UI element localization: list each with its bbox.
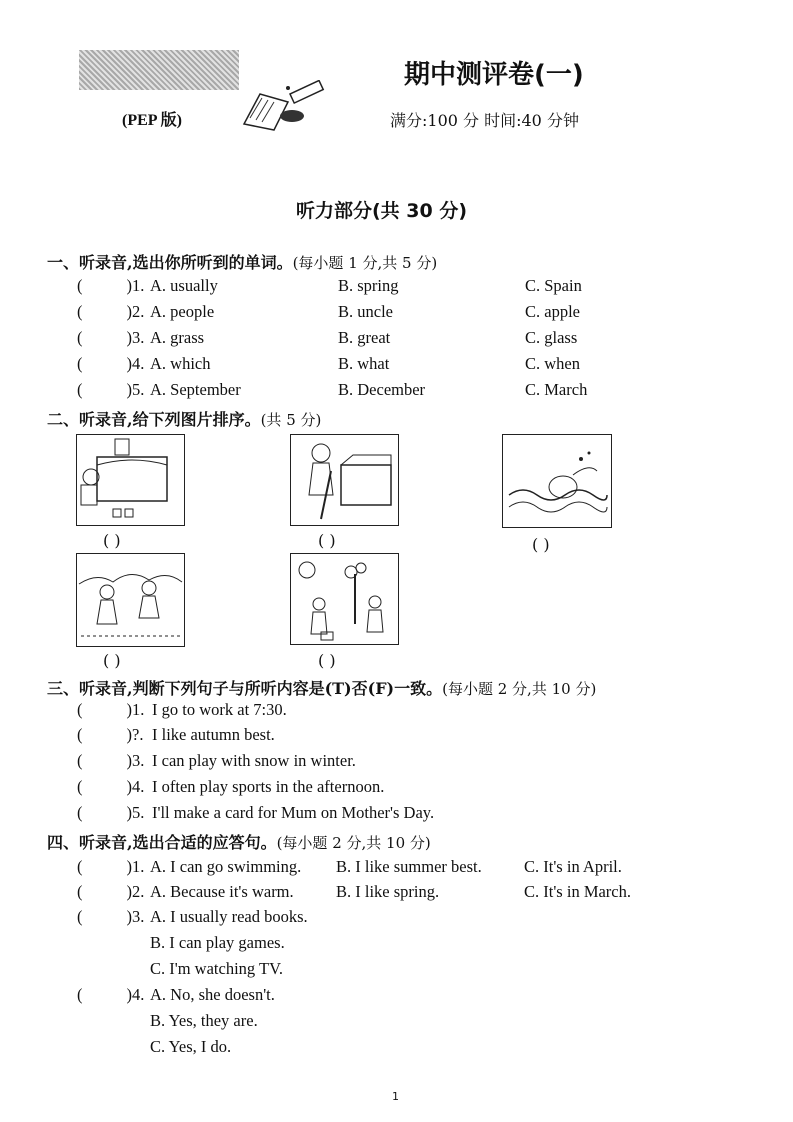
list-item: [77, 907, 144, 927]
item-number: )3.: [126, 907, 145, 926]
open-paren[interactable]: (: [77, 354, 83, 373]
statement-text: I'll make a card for Mum on Mother's Day.: [152, 803, 435, 822]
option-a: A. September: [150, 380, 241, 399]
item-number: )4.: [126, 985, 145, 1004]
option-b: B. December: [338, 380, 426, 399]
open-paren[interactable]: (: [77, 380, 83, 399]
option-c: C. I'm watching TV.: [150, 959, 283, 978]
list-item: [77, 803, 144, 823]
list-item: [77, 276, 144, 296]
option-b: B. I like spring.: [336, 882, 440, 901]
option-c: C. It's in April.: [524, 857, 622, 876]
option-b: B. spring: [338, 276, 399, 295]
option-a: A. Because it's warm.: [150, 882, 294, 901]
option-b: B. uncle: [338, 302, 393, 321]
option-b: B. I can play games.: [150, 933, 285, 952]
option-b: B. Yes, they are.: [150, 1011, 258, 1030]
open-paren[interactable]: (: [77, 857, 83, 876]
item-number: )4.: [126, 354, 145, 373]
part-title: 听力部分(共 30 分): [296, 200, 468, 222]
open-paren[interactable]: (: [77, 907, 83, 926]
item-number: )1.: [126, 700, 145, 719]
open-paren[interactable]: (: [77, 985, 83, 1004]
option-b: B. what: [338, 354, 390, 373]
list-item: [77, 354, 144, 374]
open-paren[interactable]: (: [77, 725, 83, 744]
book-telescope-illustration: [240, 80, 330, 132]
section-2-note: (共 5 分): [260, 411, 322, 429]
item-number: )1.: [126, 276, 145, 295]
section-1-note: (每小题 1 分,共 5 分): [292, 254, 438, 272]
section-4-heading: 四、听录音,选出合适的应答句。: [47, 833, 277, 852]
option-c: C. March: [525, 380, 588, 399]
picture-swimming: [502, 434, 612, 528]
picture-picnic: [76, 553, 185, 647]
header-logo-block: [79, 50, 239, 90]
option-a: A. usually: [150, 276, 218, 295]
item-number: )2.: [126, 882, 145, 901]
list-item: [77, 751, 144, 771]
option-a: A. people: [150, 302, 215, 321]
option-a: A. grass: [150, 328, 205, 347]
list-item: [77, 777, 144, 797]
option-b: B. great: [338, 328, 391, 347]
list-item: [77, 857, 144, 877]
page-number: 1: [392, 1090, 399, 1103]
list-item: [77, 882, 144, 902]
answer-blank[interactable]: ( ): [103, 651, 121, 670]
option-a: A. which: [150, 354, 211, 373]
list-item: [77, 328, 144, 348]
picture-sweeping: [290, 434, 399, 526]
section-4-note: (每小题 2 分,共 10 分): [276, 834, 431, 852]
item-number: )3.: [126, 751, 145, 770]
option-c: C. Yes, I do.: [150, 1037, 232, 1056]
score-time: 满分:100 分 时间:40 分钟: [390, 111, 579, 130]
open-paren[interactable]: (: [77, 751, 83, 770]
option-a: A. I usually read books.: [150, 907, 308, 926]
option-b: B. I like summer best.: [336, 857, 482, 876]
open-paren[interactable]: (: [77, 328, 83, 347]
open-paren[interactable]: (: [77, 777, 83, 796]
open-paren[interactable]: (: [77, 276, 83, 295]
section-2-title: [47, 407, 321, 430]
page-title: 期中测评卷(一): [404, 60, 584, 90]
option-c: C. It's in March.: [524, 882, 632, 901]
open-paren[interactable]: (: [77, 882, 83, 901]
item-number: )2.: [126, 302, 145, 321]
section-1-title: [47, 250, 437, 273]
item-number: )4.: [126, 777, 145, 796]
list-item: [77, 380, 144, 400]
section-4-title: [47, 830, 431, 853]
list-item: [77, 700, 144, 720]
answer-blank[interactable]: ( ): [103, 531, 121, 550]
statement-text: I like autumn best.: [152, 725, 275, 744]
section-3-title: [47, 676, 596, 699]
item-number: )?.: [126, 725, 144, 744]
open-paren[interactable]: (: [77, 700, 83, 719]
item-number: )5.: [126, 380, 145, 399]
list-item: [77, 985, 144, 1005]
statement-text: I often play sports in the afternoon.: [152, 777, 385, 796]
section-2-heading: 二、听录音,给下列图片排序。: [47, 410, 261, 429]
list-item: [77, 302, 144, 322]
section-1-heading: 一、听录音,选出你所听到的单词。: [47, 253, 293, 272]
option-c: C. glass: [525, 328, 578, 347]
list-item: [77, 725, 143, 745]
open-paren[interactable]: (: [77, 803, 83, 822]
answer-blank[interactable]: ( ): [532, 535, 550, 554]
section-3-note: (每小题 2 分,共 10 分): [442, 680, 597, 698]
option-c: C. apple: [525, 302, 580, 321]
open-paren[interactable]: (: [77, 302, 83, 321]
item-number: )3.: [126, 328, 145, 347]
item-number: )5.: [126, 803, 145, 822]
edition-label: (PEP 版): [122, 112, 182, 129]
picture-planting-tree: [290, 553, 399, 645]
answer-blank[interactable]: ( ): [318, 651, 336, 670]
item-number: )1.: [126, 857, 145, 876]
answer-blank[interactable]: ( ): [318, 531, 336, 550]
section-3-heading: 三、听录音,判断下列句子与所听内容是(T)否(F)一致。: [47, 679, 443, 698]
picture-sleeping-in-bed: [76, 434, 185, 526]
option-c: C. Spain: [525, 276, 582, 295]
option-a: A. No, she doesn't.: [150, 985, 275, 1004]
statement-text: I go to work at 7:30.: [152, 700, 287, 719]
option-c: C. when: [525, 354, 580, 373]
option-a: A. I can go swimming.: [150, 857, 302, 876]
statement-text: I can play with snow in winter.: [152, 751, 356, 770]
